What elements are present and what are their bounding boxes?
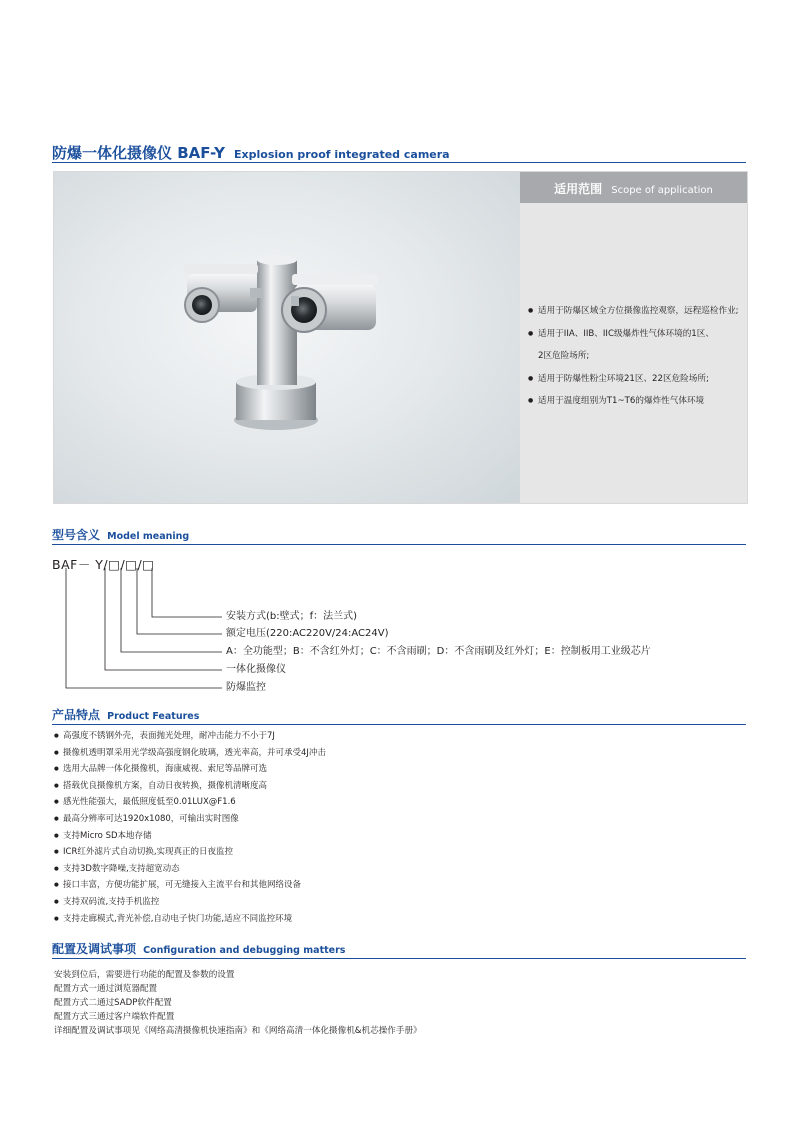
config-line: 配置方式三通过客户端软件配置 [54, 1012, 175, 1022]
feature-item: ● 支持Micro SD本地存储 [54, 828, 326, 845]
scope-item: ● 适用于防爆区域全方位摄像监控观察，远程巡检作业; [528, 300, 746, 323]
config-title-bar [52, 938, 746, 959]
model-code: BAF－ Y/□/□/□ [52, 557, 155, 572]
config-line: 配置方式二通过SADP软件配置 [54, 998, 172, 1008]
product-title-en: Explosion proof integrated camera [234, 148, 450, 161]
scope-heading-en: Scope of application [611, 185, 713, 196]
config-heading-cn: 配置及调试事项 [52, 942, 137, 956]
scope-item: ● 适用于温度组别为T1~T6的爆炸性气体环境 [528, 390, 746, 413]
model-desc-function-type: A：全功能型；B：不含红外灯；C：不含雨刷；D：不含雨刷及红外灯；E：控制板用工业级芯片 [226, 646, 651, 657]
feature-item: ● 搭载优良摄像机方案，自动日夜转换，摄像机清晰度高 [54, 778, 326, 795]
scope-item: ● 适用于防爆性粉尘环境21区、22区危险场所; [528, 368, 746, 391]
model-meaning-heading-cn: 型号含义 [52, 528, 101, 542]
feature-item: ● 支持3D数字降噪,支持超宽动态 [54, 861, 326, 878]
model-desc-mounting: 安装方式(b:壁式；f：法兰式) [226, 611, 358, 622]
scope-heading-cn: 适用范围 [554, 182, 603, 196]
config-line: 配置方式一通过浏览器配置 [54, 984, 158, 994]
model-meaning-heading-en: Model meaning [107, 531, 190, 542]
features-title-bar [52, 704, 746, 725]
model-desc-integrated-camera: 一体化摄像仪 [226, 664, 286, 675]
features-list [54, 728, 326, 927]
product-title-cn: 防爆一体化摄像仪 BAF-Y [52, 144, 225, 162]
model-desc-explosion-proof: 防爆监控 [226, 682, 266, 693]
model-desc-voltage: 额定电压(220:AC220V/24:AC24V) [226, 628, 389, 639]
feature-item: ● 支持走廊模式,背光补偿,自动电子快门功能,适应不同监控环境 [54, 911, 326, 928]
feature-item: ● 高强度不锈钢外壳，表面抛光处理，耐冲击能力不小于7J [54, 728, 326, 745]
scope-item: ● 适用于IIA、IIB、IIC级爆炸性气体环境的1区、 [528, 323, 746, 346]
scope-item-continuation: 2区危险场所; [538, 351, 590, 361]
feature-item: ● 摄像机透明罩采用光学级高强度钢化玻璃，透光率高，并可承受4J冲击 [54, 745, 326, 762]
config-heading-en: Configuration and debugging matters [143, 945, 346, 956]
features-heading-cn: 产品特点 [52, 708, 101, 722]
config-line: 详细配置及调试事项见《网络高清摄像机快速指南》和《网络高清一体化摄像机&机芯操作手册》 [54, 1026, 422, 1036]
feature-item: ● 感光性能强大，最低照度低至0.01LUX@F1.6 [54, 794, 326, 811]
feature-item: ● 支持双码流,支持手机监控 [54, 894, 326, 911]
feature-item: ● 接口丰富，方便功能扩展，可无缝接入主流平台和其他网络设备 [54, 877, 326, 894]
feature-item: ● ICR红外滤片式自动切换,实现真正的日夜监控 [54, 844, 326, 861]
config-list [54, 968, 422, 1038]
config-line: 安装到位后，需要进行功能的配置及参数的设置 [54, 970, 235, 980]
features-heading-en: Product Features [107, 711, 200, 722]
feature-item: ● 最高分辨率可达1920x1080，可输出实时图像 [54, 811, 326, 828]
feature-item: ● 选用大品牌一体化摄像机，海康威视、索尼等品牌可选 [54, 761, 326, 778]
